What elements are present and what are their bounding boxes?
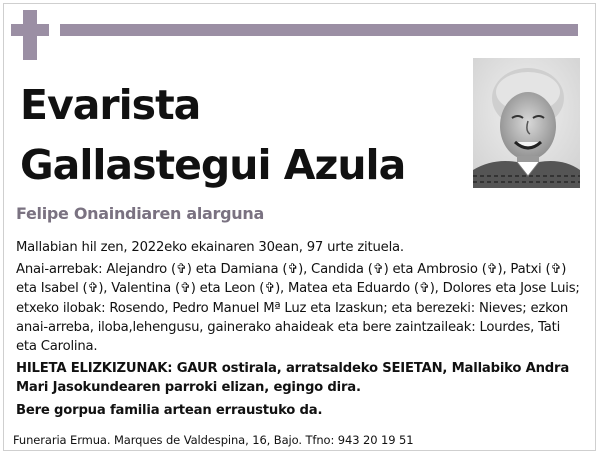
cremation-info: Bere gorpua familia artean erraustuko da. [16,402,323,418]
header-rule [60,24,578,36]
notice-body [16,238,584,423]
widow-of-line: Felipe Onaindiaren alarguna [16,204,264,223]
family-list: Anai-arrebak: Alejandro (✞) eta Damiana (✞), Candida (✞) eta Ambrosio (✞), Patxi (✞) eta Isabel (✞), Valentina (✞) eta Leon (✞), Matea eta Eduardo (✞), Dolores eta Jose Luis; etxeko ilobak: Rosendo, Pedro Manuel Mª Luz eta Izaskun; eta berezeki: Nieves; ezkon anai-arreba, iloba,lehengusu, gainerako ahaideak eta bere zaintzaileak: Lourdes, Tati eta Carolina. [16,262,580,355]
funeral-home-footer: Funeraria Ermua. Marques de Valdespina, 16, Bajo. Tfno: 943 20 19 51 [13,433,414,447]
deceased-first-name: Evarista [20,81,201,129]
deceased-surnames: Gallastegui Azula [20,141,406,189]
funeral-info: HILETA ELIZKIZUNAK: GAUR ostirala, arratsaldeko SEIETAN, Mallabiko Andra Mari Jasokundearen parroki elizan, egingo dira. [16,361,570,396]
death-line: Mallabian hil zen, 2022eko ekainaren 30ean, 97 urte zituela. [16,240,404,255]
portrait-photo [473,58,580,188]
